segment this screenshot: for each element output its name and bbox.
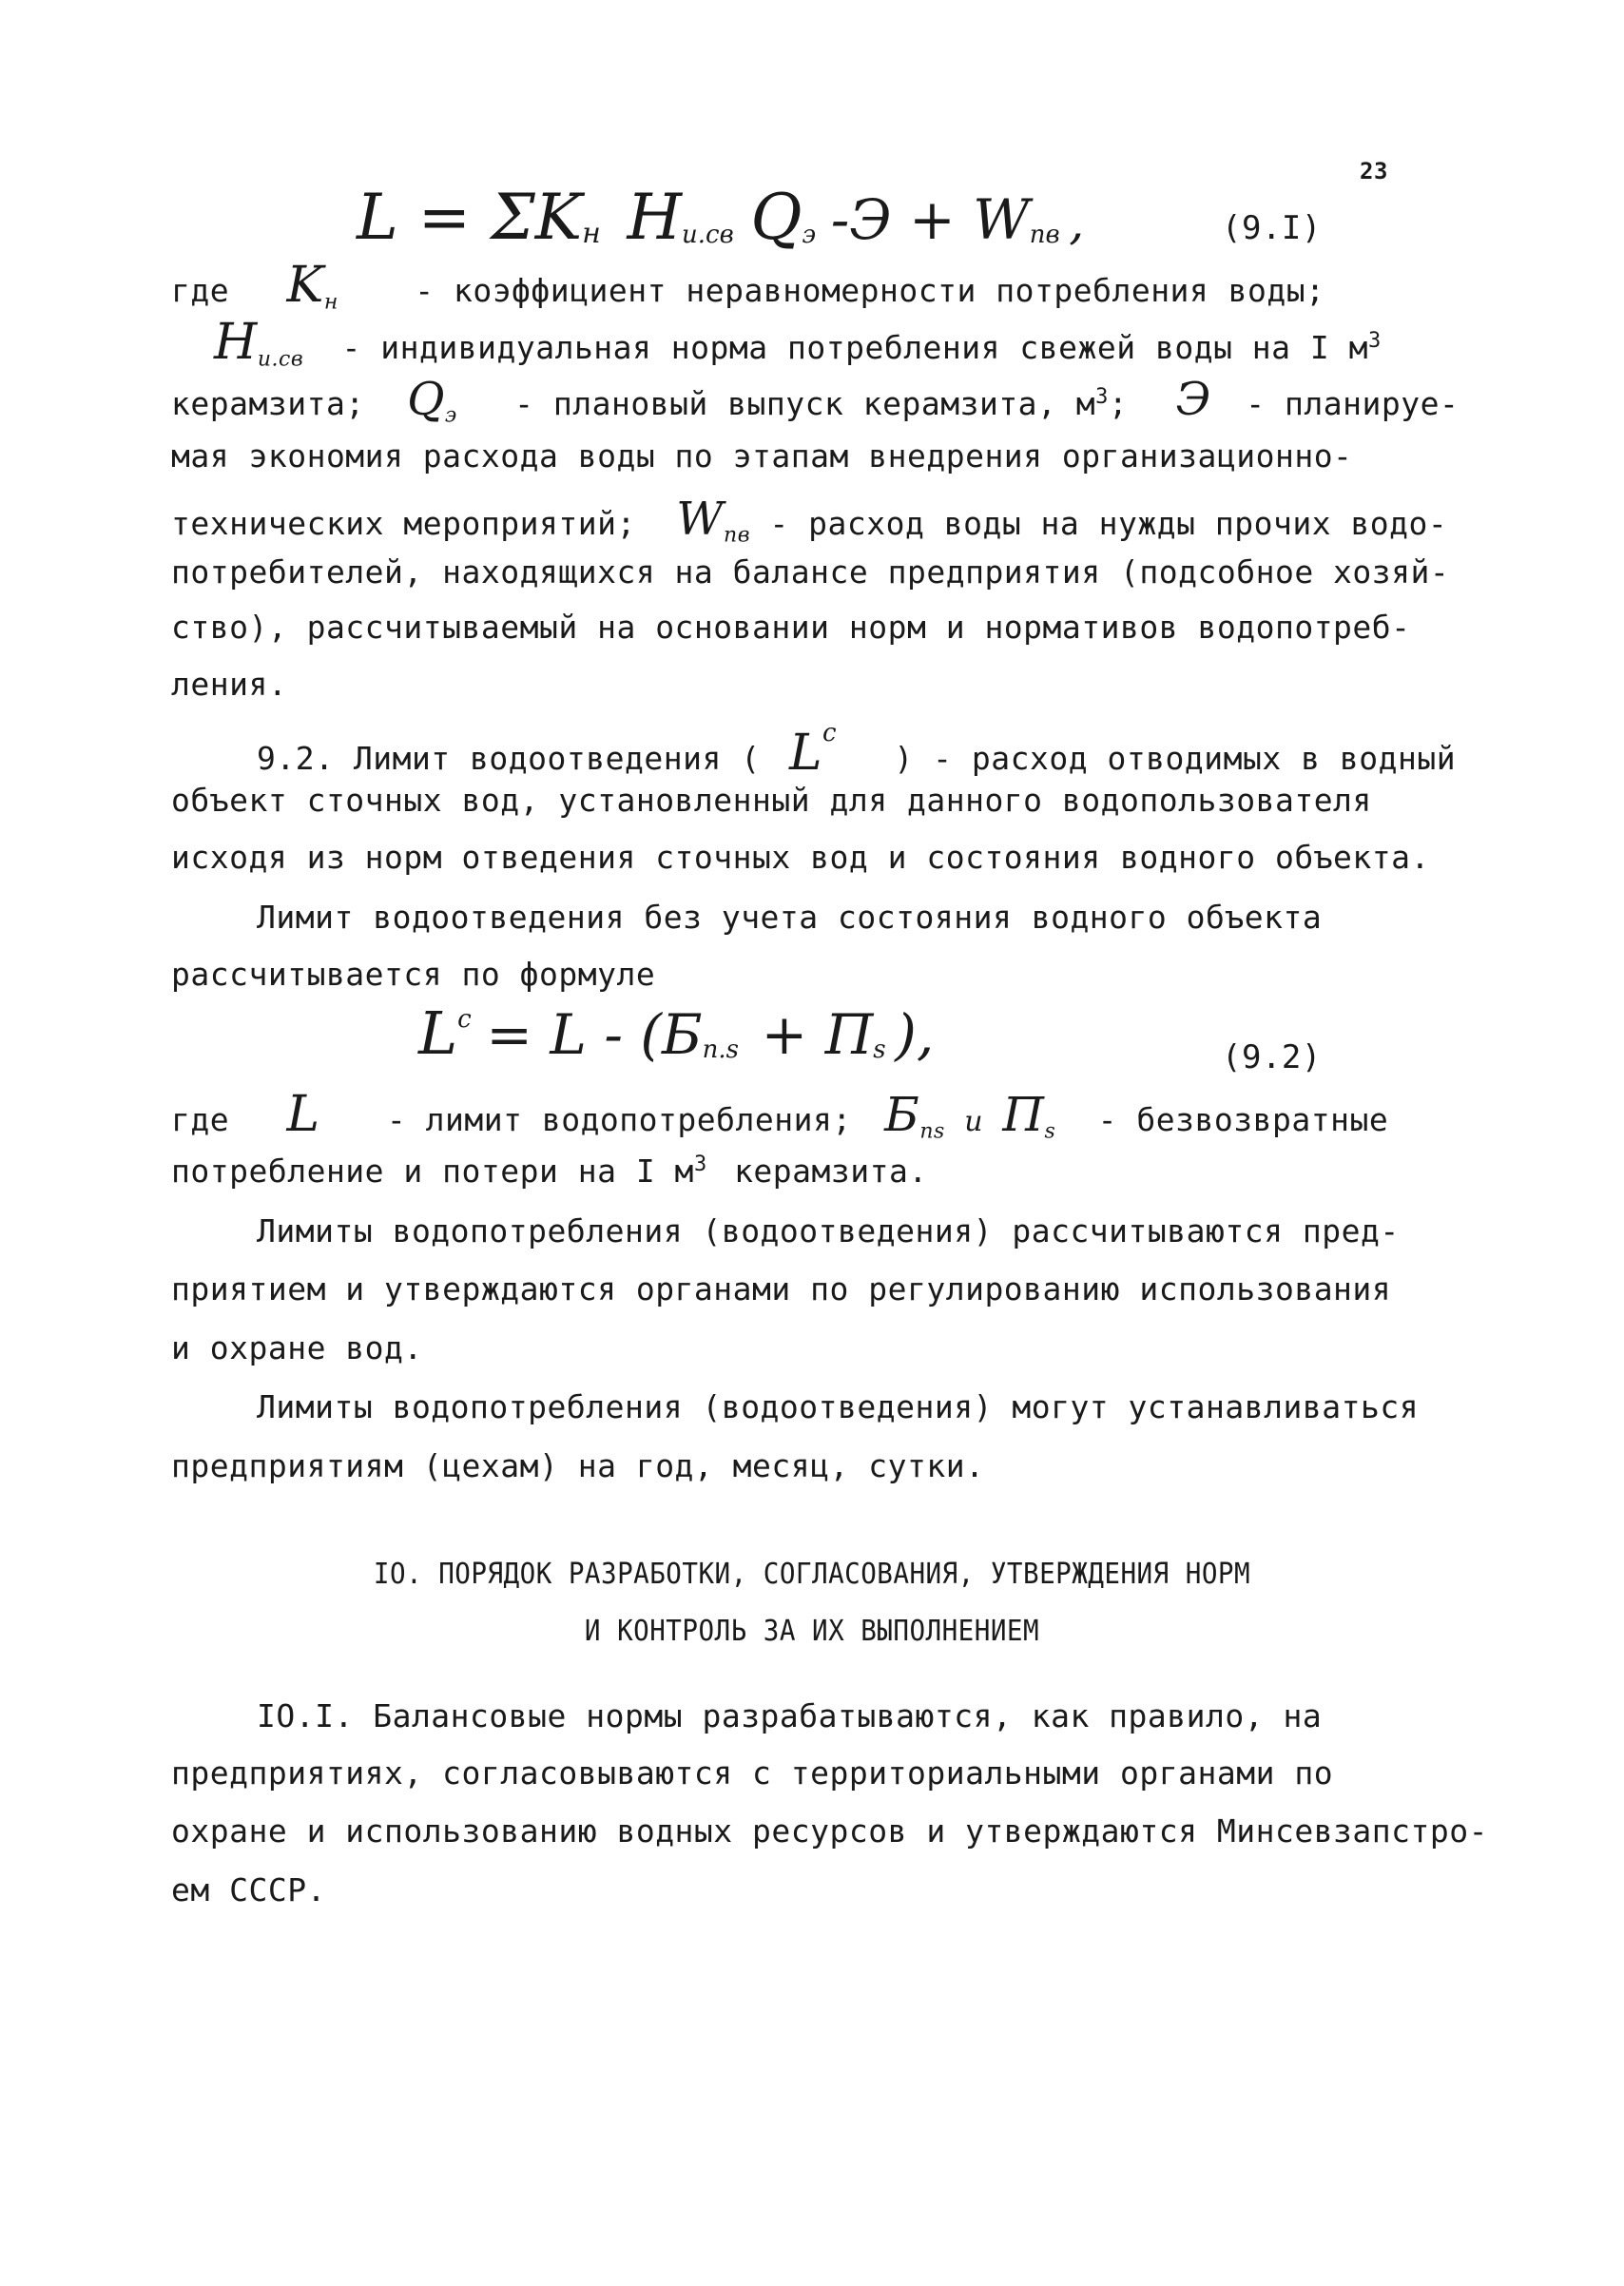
p6-line1: Лимиты водопотребления (водоотведения) могут устанавливаться: [257, 1388, 1420, 1425]
p7-line1: IO.I. Балансовые нормы разрабатываются, как правило, на: [257, 1697, 1323, 1734]
p1-line3: керамзита; $Q_э$ - плановый выпуск керамзита, $м^3$; Э - планируе-: [171, 373, 1460, 428]
p3-line2: рассчитывается по формуле: [171, 956, 656, 993]
p1-line1: где $K_н$ - коэффициент неравномерности потребления воды;: [171, 257, 1325, 315]
p2-line3: исходя из норм отведения сточных вод и состояния водного объекта.: [171, 839, 1430, 876]
p7-line4: ем СССР.: [171, 1871, 326, 1908]
p1-line2: $H_{и.св}$ - индивидуальная норма потребления свежей воды на I $м^3$: [214, 314, 1382, 372]
section-10-heading-line1: IO. ПОРЯДОК РАЗРАБОТКИ, СОГЛАСОВАНИЯ, УТВЕРЖДЕНИЯ НОРМ: [373, 1558, 1251, 1591]
p1-line8: ления.: [171, 666, 288, 703]
p7-line2: предприятиях, согласовываются с территориальными органами по: [171, 1754, 1334, 1792]
p5-line1: Лимиты водопотребления (водоотведения) рассчитываются пред-: [257, 1212, 1400, 1250]
p2-line1: 9.2. Лимит водоотведения ( $L^c$ ) - расход отводимых в водный: [257, 719, 1457, 782]
p1-line7: ство), рассчитываемый на основании норм и нормативов водопотреб-: [171, 609, 1411, 646]
equation-9-2: $L^c = L - (Б_{п.s} + П_s$ ),: [418, 998, 935, 1068]
eq1-formula: L = ΣK: [357, 181, 583, 254]
p1-line4: мая экономия расхода воды по этапам внедрения организационно-: [171, 437, 1353, 475]
p6-line2: предприятиям (цехам) на год, месяц, сутки.: [171, 1447, 985, 1484]
p1-line6: потребителей, находящихся на балансе предприятия (подсобное хозяй-: [171, 553, 1450, 591]
p4-line2: потребление и потери на I $м^3$ керамзита.: [171, 1153, 928, 1190]
equation-9-1: $L = \Sigma K_н$ $H_{и.св}$ $Q_э$ $-Э + W_{пв}$ ,: [357, 181, 1085, 254]
p2-line2: объект сточных вод, установленный для данного водопользователя: [171, 782, 1372, 819]
section-10-heading-line2: И КОНТРОЛЬ ЗА ИХ ВЫПОЛНЕНИЕМ: [584, 1615, 1040, 1648]
p4-line1: где L - лимит водопотребления; $Б_{пs}$ и $П_s$ - безвозвратные: [171, 1086, 1389, 1144]
p5-line3: и охране вод.: [171, 1329, 423, 1366]
p7-line3: охране и использованию водных ресурсов и утверждаются Минсевзапстро-: [171, 1812, 1489, 1850]
p5-line2: приятием и утверждаются органами по регулированию использования: [171, 1270, 1392, 1308]
equation-number-9-2: (9.2): [1222, 1038, 1322, 1076]
p1-line5: технических мероприятий; $W_{пв}$ - расход воды на нужды прочих водо-: [171, 493, 1448, 548]
equation-number-9-1: (9.I): [1222, 209, 1322, 247]
p3-line1: Лимит водоотведения без учета состояния водного объекта: [257, 899, 1323, 936]
page-number: 23: [1360, 158, 1388, 184]
